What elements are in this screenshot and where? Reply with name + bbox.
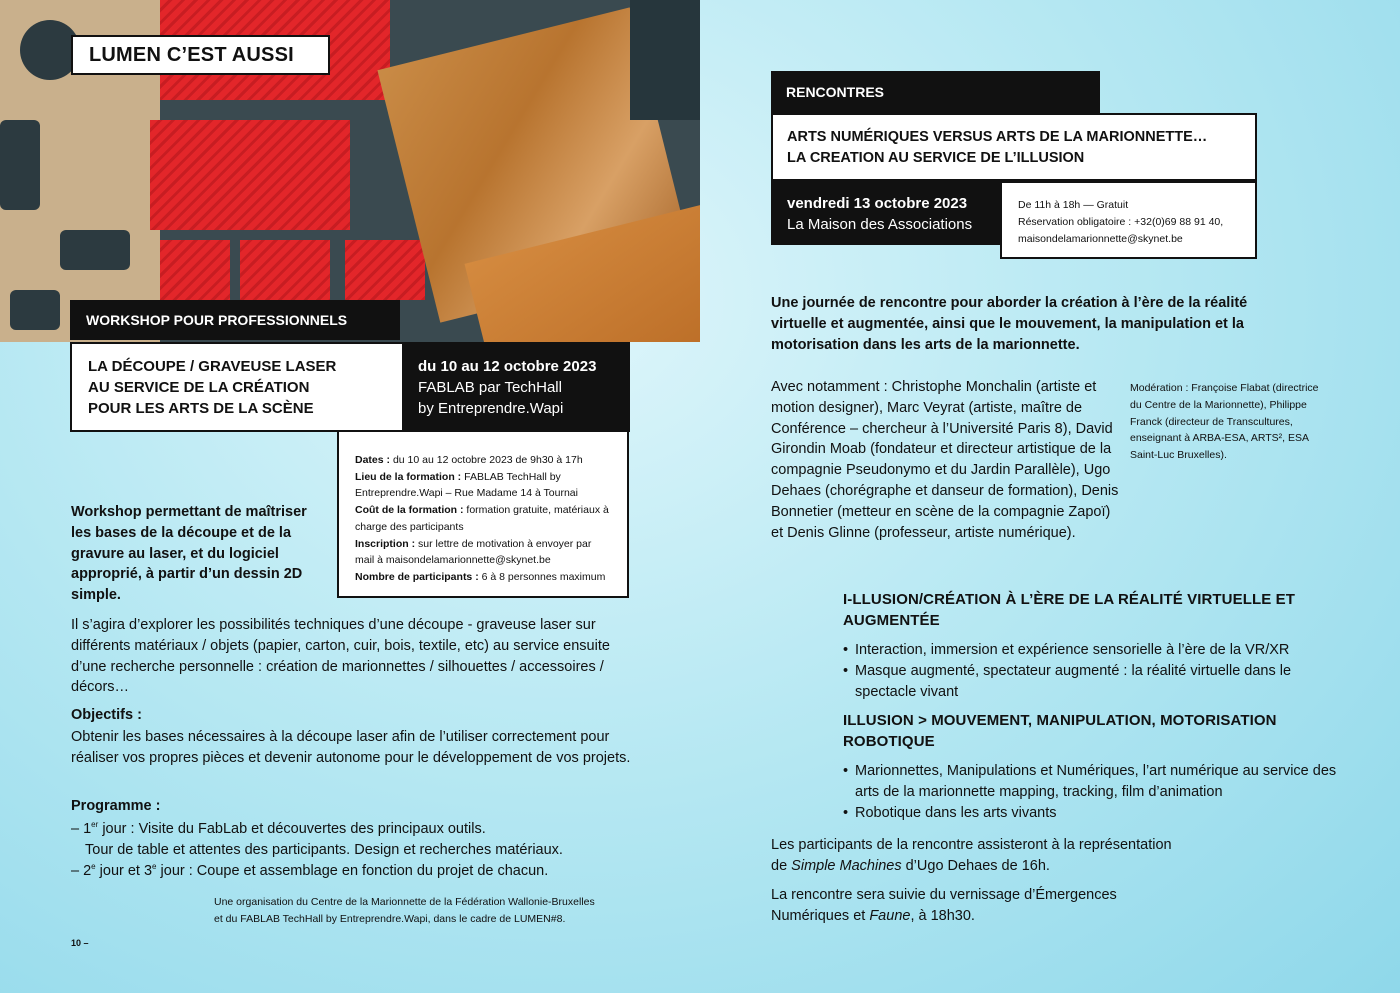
list-item: • Masque augmenté, spectateur augmenté : la réalité virtuelle dans le spectacle vivant bbox=[843, 661, 1333, 703]
info-value: 6 à 8 personnes maximum bbox=[481, 570, 606, 583]
plywood-cutout bbox=[60, 230, 130, 270]
workshop-intro: Workshop permettant de maîtriser les bases de la découpe et de la gravure au laser, et du logiciel approprié, à partir d’un dessin 2D simple. bbox=[71, 504, 307, 604]
credits-line: Une organisation du Centre de la Marionnette de la Fédération Wallonie-Bruxelles bbox=[214, 896, 595, 908]
info-label: Lieu de la formation : bbox=[355, 470, 462, 483]
workshop-place-org: by Entreprendre.Wapi bbox=[418, 400, 564, 417]
section-heading-mouvement: ILLUSION > MOUVEMENT, MANIPULATION, MOTORISATION ROBOTIQUE bbox=[843, 712, 1277, 750]
workshop-title-line: AU SERVICE DE LA CRÉATION bbox=[88, 379, 310, 396]
section-list-mouvement bbox=[843, 761, 1338, 823]
rencontres-place: La Maison des Associations bbox=[787, 216, 973, 233]
credits-line: et du FABLAB TechHall by Entreprendre.Wapi, dans le cadre de LUMEN#8. bbox=[214, 912, 566, 925]
programme-list bbox=[71, 819, 651, 881]
list-item: • Robotique dans les arts vivants bbox=[843, 803, 1338, 824]
workshop-tag: WORKSHOP POUR PROFESSIONNELS bbox=[70, 300, 400, 340]
rencontres-intro: Une journée de rencontre pour aborder la création à l’ère de la réalité virtuelle et augmentée, ainsi que le mouvement, la manipulation et la motorisation dans les arts de la marionnette. bbox=[771, 295, 1248, 353]
programme-heading: Programme : bbox=[71, 798, 161, 814]
info-value: sur lettre de motivation à envoyer par mail à maisondelamarionnette@skynet.be bbox=[355, 537, 592, 567]
info-value: formation gratuite, matériaux à charge des participants bbox=[355, 504, 609, 533]
info-value: FABLAB TechHall by Entreprendre.Wapi – Rue Madame 14 à Tournai bbox=[355, 470, 578, 500]
rencontres-hours: De 11h à 18h — Gratuit bbox=[1018, 199, 1129, 211]
workshop-description: Il s’agira d’explorer les possibilités techniques d’une découpe - graveuse laser sur différents matériaux / objets (papier, carton, cuir, bois, textile, etc) au service ensuite d’une recherche personnelle : création de marionnettes / silhouettes / accessoires / décors… bbox=[71, 617, 610, 696]
rencontres-title-line: LA CREATION AU SERVICE DE L’ILLUSION bbox=[787, 150, 1085, 166]
rencontres-email: maisondelamarionnette@skynet.be bbox=[1018, 233, 1183, 245]
objectifs-text: Obtenir les bases nécessaires à la découpe laser afin de l’utiliser correctement pour réaliser vos propres pièces et devenir autonome pour le développement de vos projets. bbox=[71, 729, 631, 766]
plywood-cutout bbox=[0, 120, 40, 210]
rencontres-participants: Les participants de la rencontre assisteront à la représentation de Simple Machines d’Ugo Dehaes de 16h. bbox=[771, 837, 1172, 874]
info-label: Dates : bbox=[355, 454, 391, 466]
rencontres-title bbox=[771, 113, 1257, 181]
rencontres-title-line: ARTS NUMÉRIQUES VERSUS ARTS DE LA MARIONNETTE… bbox=[787, 129, 1208, 145]
rencontres-speakers: Avec notamment : Christophe Monchalin (artiste et motion designer), Marc Veyrat (artiste, maître de Conférence – chercheur à l’Université Paris 8), David Girondin Moab (fondateur et directeur artistique de la compagnie Pseudonymo et du Jardin Parallèle), Ugo Dehaes (chorégraphe et danseur de formation), Denis Bonnetier (metteur en scène de la compagnie Zapoï) et Denis Glinne (professeur, artiste numérique). bbox=[771, 379, 1119, 541]
workshop-dates: du 10 au 12 octobre 2023 bbox=[418, 358, 597, 375]
rencontres-moderation: Modération : Françoise Flabat (directrice du Centre de la Marionnette), Philippe Franck (directeur de Transcultures, enseignant à ARBA-ESA, ARTS², ESA Saint-Luc Bruxelles). bbox=[1130, 382, 1319, 462]
info-label: Nombre de participants : bbox=[355, 570, 479, 583]
objectifs-heading: Objectifs : bbox=[71, 707, 142, 723]
cutting-mat bbox=[630, 0, 700, 120]
programme-day-1-cont: Tour de table et attentes des participants. Design et recherches matériaux. bbox=[85, 841, 563, 858]
workshop-title-line: LA DÉCOUPE / GRAVEUSE LASER bbox=[88, 358, 337, 375]
red-cut-panel bbox=[160, 240, 230, 300]
rencontres-tag: RENCONTRES bbox=[771, 71, 1100, 113]
list-item: • Marionnettes, Manipulations et Numériques, l’art numérique au service des arts de la marionnette mapping, tracking, film d’animation bbox=[843, 761, 1338, 803]
red-cut-panel bbox=[345, 240, 425, 300]
rencontres-info-box bbox=[1000, 181, 1257, 259]
red-cut-panel bbox=[150, 120, 350, 230]
rencontres-date-box bbox=[771, 181, 1001, 245]
red-cut-panel bbox=[240, 240, 330, 300]
section-heading-illusion-creation: I-LLUSION/CRÉATION À L’ÈRE DE LA RÉALITÉ VIRTUELLE ET AUGMENTÉE bbox=[843, 591, 1295, 629]
plywood-cutout bbox=[10, 290, 60, 330]
programme-day-1: – 1er jour : Visite du FabLab et découvertes des principaux outils. bbox=[71, 820, 486, 837]
section-list-illusion-creation bbox=[843, 640, 1333, 702]
info-label: Coût de la formation : bbox=[355, 504, 464, 517]
workshop-credits bbox=[214, 894, 634, 927]
rencontres-vernissage: La rencontre sera suivie du vernissage d’Émergences Numériques et Faune, à 18h30. bbox=[771, 887, 1117, 924]
info-label: Inscription : bbox=[355, 537, 416, 550]
workshop-place: FABLAB par TechHall bbox=[418, 379, 562, 396]
workshop-info-box bbox=[337, 430, 629, 598]
rencontres-reservation: Réservation obligatoire : +32(0)69 88 91 40, bbox=[1018, 216, 1224, 228]
page-number: 10 – bbox=[71, 938, 89, 948]
list-item: • Interaction, immersion et expérience sensorielle à l’ère de la VR/XR bbox=[843, 640, 1333, 661]
info-value: du 10 au 12 octobre 2023 de 9h30 à 17h bbox=[392, 454, 583, 466]
section-tag-lumen: LUMEN C’EST AUSSI bbox=[71, 35, 330, 75]
workshop-dates-box bbox=[402, 342, 630, 432]
workshop-title bbox=[70, 342, 404, 432]
programme-day-2-3: – 2e jour et 3e jour : Coupe et assemblage en fonction du projet de chacun. bbox=[71, 861, 549, 879]
rencontres-date: vendredi 13 octobre 2023 bbox=[787, 195, 968, 212]
workshop-title-line: POUR LES ARTS DE LA SCÈNE bbox=[88, 400, 314, 417]
